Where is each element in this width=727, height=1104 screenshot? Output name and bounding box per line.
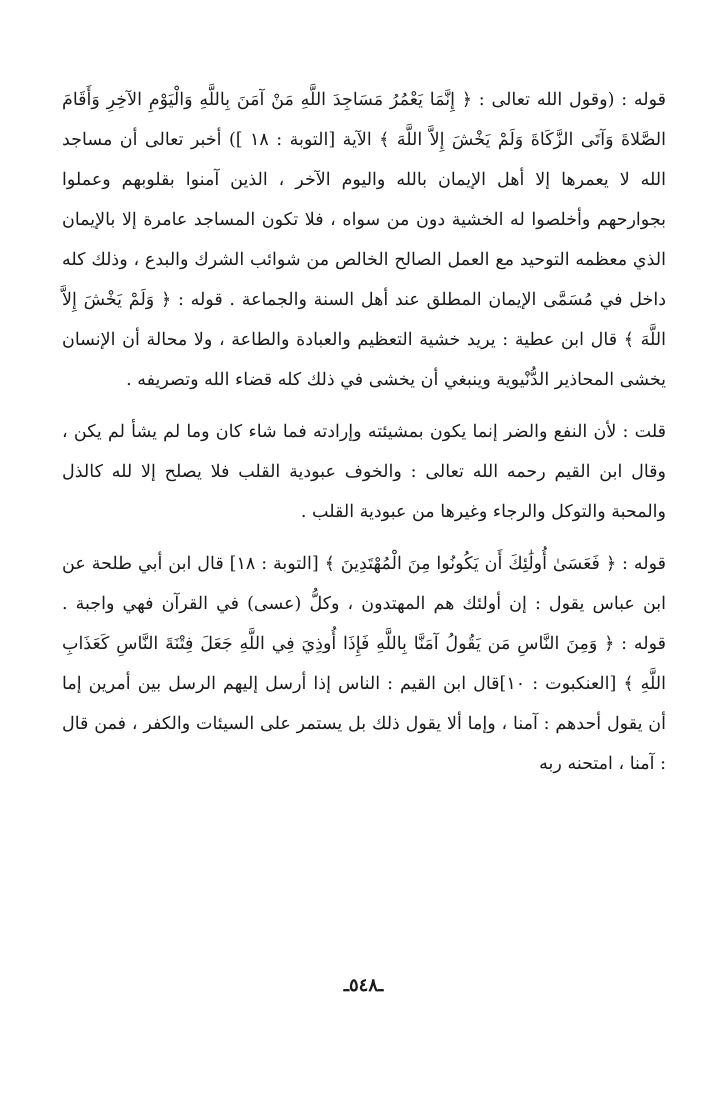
page-number: ـ٥٤٨ـ	[343, 975, 384, 996]
page-body	[62, 80, 666, 784]
paragraph-1: قوله : (وقول الله تعالى : ﴿ إِنَّمَا يَعْمُرُ مَسَاجِدَ اللَّهِ مَنْ آمَنَ بِاللَّهِ وَالْيَوْمِ الآخِرِ وَأَقَامَ الصَّلاةَ وَآتَى الزَّكَاةَ وَلَمْ يَخْشَ إِلاَّ اللَّهَ ﴾ الآية [التوبة : ١٨ ]) أخبر تعالى أن مساجد الله لا يعمرها إلا أهل الإيمان بالله واليوم الآخر ، الذين آمنوا بقلوبهم وعملوا بجوارحهم وأخلصوا له الخشية دون من سواه ، فلا تكون المساجد عامرة إلا بالإيمان الذي معظمه التوحيد مع العمل الصالح الخالص من شوائب الشرك والبدع ، وذلك كله داخل في مُسَمَّى الإيمان المطلق عند أهل السنة والجماعة . قوله : ﴿ وَلَمْ يَخْشَ إِلاَّ اللَّهَ ﴾ قال ابن عطية : يريد خشية التعظيم والعبادة والطاعة ، ولا محالة أن الإنسان يخشى المحاذير الدُّنْيوية وينبغي أن يخشى في ذلك كله قضاء الله وتصريفه .	[62, 90, 666, 390]
paragraph-3: قوله : ﴿ فَعَسَىٰ أُولَٰئِكَ أَن يَكُونُوا مِنَ الْمُهْتَدِينَ ﴾ [التوبة : ١٨] قال ابن أبي طلحة عن ابن عباس يقول : إن أولئك هم المهتدون ، وكلُّ (عسى) في القرآن فهي واجبة . قوله : ﴿ وَمِنَ النَّاسِ مَن يَقُولُ آمَنَّا بِاللَّهِ فَإِذَا أُوذِيَ فِي اللَّهِ جَعَلَ فِتْنَةَ النَّاسِ كَعَذَابِ اللَّهِ ﴾ [العنكبوت : ١٠]قال ابن القيم : الناس إذا أرسل إليهم الرسل بين أمرين إما أن يقول أحدهم : آمنا ، وإما ألا يقول ذلك بل يستمر على السيئات والكفر ، فمن قال : آمنا ، امتحنه ربه	[62, 554, 667, 774]
paragraph-2: قلت : لأن النفع والضر إنما يكون بمشيئته وإرادته فما شاء كان وما لم يشأ لم يكن ، وقال ابن القيم رحمه الله تعالى : والخوف عبودية القلب فلا يصلح إلا لله كالذل والمحبة والتوكل والرجاء وغيرها من عبودية القلب .	[62, 422, 666, 522]
